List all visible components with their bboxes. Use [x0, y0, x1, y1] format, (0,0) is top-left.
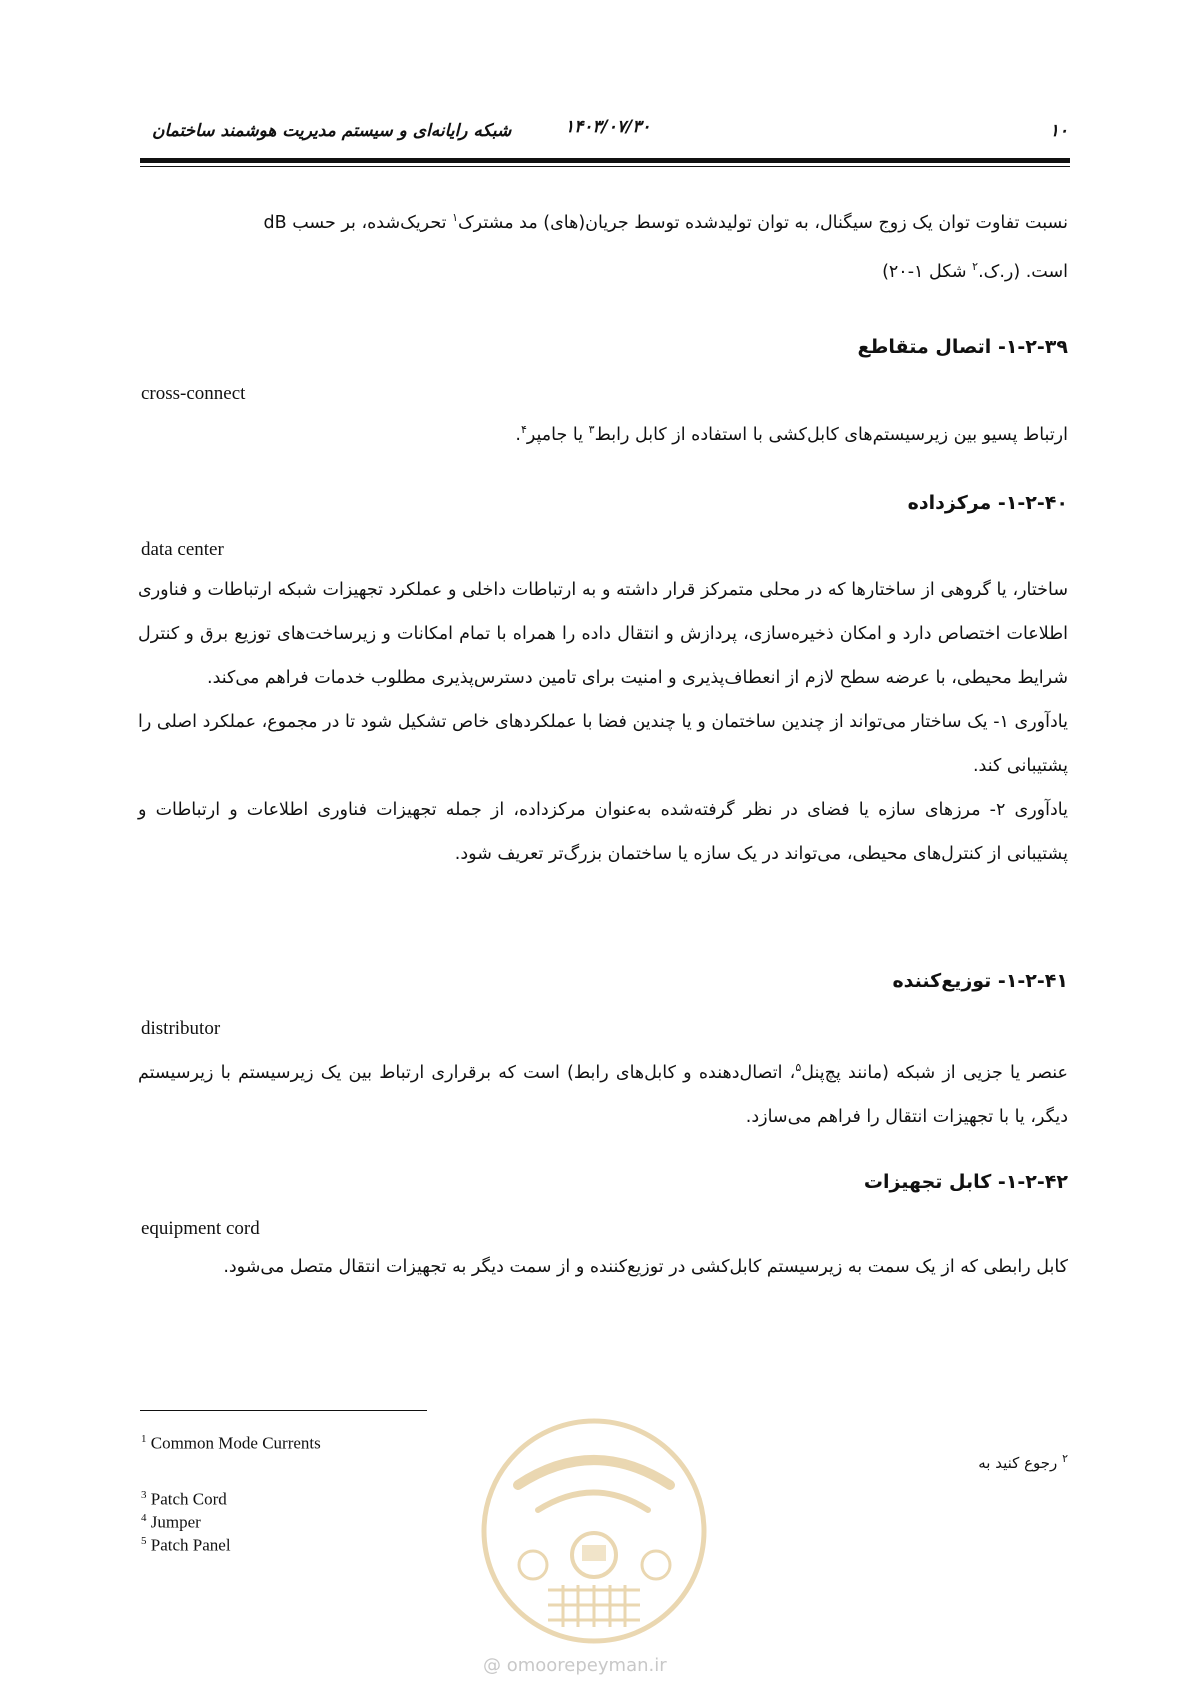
definition-41-text: عنصر یا جزیی از شبکه (مانند پچ‌پنل [801, 1062, 1068, 1083]
intro-paragraph [138, 196, 1068, 294]
english-term-39: cross-connect [141, 383, 246, 404]
footnote-ref-4: ۴ [520, 423, 527, 436]
header-rule-thin [140, 166, 1070, 167]
footnote-4: $^4$ Jumper [141, 1512, 201, 1532]
note-2: یادآوری ۲- مرزهای سازه یا فضای در نظر گرفته‌شده به‌عنوان مرکزداده، از جمله تجهیزات فناوری اطلاعات و ارتباطات و پشتیبانی از کنترل‌های محیطی، می‌تواند در یک سازه یا ساختمان بزرگ‌تر تعریف شود. [138, 800, 1068, 864]
definition-39 [138, 408, 1068, 457]
header-rule-thick [140, 158, 1070, 163]
definition-42: کابل رابطی که از یک سمت به زیرسیستم کابل‌کشی در توزیع‌کننده و از سمت دیگر به تجهیزات انتقال متصل می‌شود. [223, 1257, 1068, 1277]
intro-line2: است. (ر.ک. [978, 261, 1068, 282]
definition-40-paragraph: ساختار، یا گروهی از ساختارها که در محلی متمرکز قرار داشته و به ارتباطات داخلی و عملکرد تجهیزات شبکه ارتباطات و فناوری اطلاعات اختصاص دارد و امکان ذخیره‌سازی، پردازش و انتقال داده را همراه با تمام امکانات و زیرساخت‌های توزیع برق و کنترل شرایط محیطی، با عرضه سطح لازم از انعطاف‌پذیری و امنیت برای تامین دسترس‌پذیری مطلوب خدمات فراهم می‌کند. [138, 580, 1068, 688]
english-term-42: equipment cord [141, 1218, 260, 1239]
definition-41 [138, 1046, 1068, 1139]
page-header [140, 113, 1068, 145]
watermark-seal-logo [478, 1415, 710, 1647]
intro-line2-end: شکل ۱-۲۰) [882, 261, 973, 282]
section-heading-40: ۱-۲-۴۰- مرکزداده [907, 492, 1068, 514]
definition-39-text: ارتباط پسیو بین زیرسیستم‌های کابل‌کشی با استفاده از کابل رابط [594, 424, 1068, 445]
footnote-5: $^5$ Patch Panel [141, 1535, 231, 1555]
intro-line1: نسبت تفاوت توان یک زوج سیگنال، به توان تولیدشده توسط جریان(های) مد مشترک [458, 212, 1068, 233]
footnote-2: $^۲$ رجوع کنید به [978, 1452, 1068, 1472]
intro-line1-end: تحریک‌شده، بر حسب dB [263, 212, 453, 233]
english-term-40: data center [141, 539, 224, 560]
english-term-41: distributor [141, 1018, 221, 1039]
note-1: یادآوری ۱- یک ساختار می‌تواند از چندین ساختمان و یا چندین فضا با عملکردهای خاص تشکیل شود تا در مجموع، عملکرد اصلی را پشتیبانی کند. [138, 712, 1068, 776]
watermark-site: @ omoorepeyman.ir [483, 1655, 667, 1676]
section-heading-41: ۱-۲-۴۱- توزیع‌کننده [892, 970, 1068, 992]
definition-39-end: . [515, 424, 521, 445]
header-date: ۱۴۰۳/۰۷/۳۰ [565, 117, 651, 137]
footnote-ref-5: ۵ [795, 1061, 802, 1074]
definition-40 [138, 568, 1068, 876]
footnote-3: $^3$ Patch Cord [141, 1489, 227, 1509]
footnote-1: $^1$ Common Mode Currents [141, 1433, 321, 1453]
definition-39-mid: یا جامپر [526, 424, 589, 445]
footnote-ref-2: ۲ [972, 259, 979, 273]
running-title: شبکه رایانه‌ای و سیستم مدیریت هوشمند ساختمان [152, 121, 512, 141]
footnote-separator [140, 1410, 427, 1411]
footnote-ref-3: ۳ [588, 423, 595, 436]
page-number: ۱۰ [1049, 121, 1068, 141]
footnote-ref-1: ۱ [452, 211, 458, 224]
definition-41-end: ، اتصال‌دهنده و کابل‌های رابط) است که برقراری ارتباط بین یک زیرسیستم با زیرسیستم دیگر، یا با تجهیزات انتقال را فراهم می‌سازد. [138, 1062, 1068, 1127]
section-heading-39: ۱-۲-۳۹- اتصال متقاطع [857, 336, 1068, 358]
section-heading-42: ۱-۲-۴۲- کابل تجهیزات [863, 1171, 1068, 1193]
